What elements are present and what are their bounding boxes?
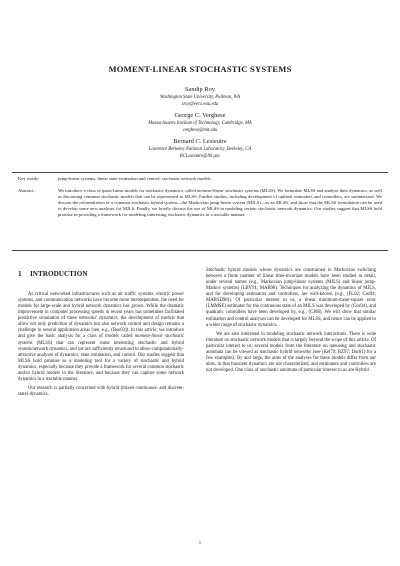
author-affiliation: Massachusetts Institute of Technology, Cambridge, MA	[148, 120, 252, 126]
keywords-label: Key words:	[18, 176, 40, 181]
paragraph-text: As critical networked infrastructures such as air traffic systems, electric power systems, and communication networks have become more interdependent, the need for models for large-scale and hybrid network dynamics has grown. While the dramatic improvement in computer processing speeds in recent years has sometimes facilitated predictive simulation of these networks' dynamics, the development of models that allow not only prediction of dynamics but also network control and design remains a challenge in several application areas (see, e.g., (Bos03)). In this article, we introduce and give the basic analysis for a class of models called	[18, 292, 184, 340]
abstract-text	[58, 188, 382, 218]
paragraph-text: (MLSS) that can represent some interesting stochastic and hybrid system/network dynamics, and yet are sufficiently structured to allow computationally-attractive analyses of dynamics, state estimation, and control. Our studies suggest that MLSS hold promise as a modeling tool for a variety of stochastic and hybrid dynamics, especially because they provide a framework for several common stochastic and/or hybrid models in the literature, and because they can capture some network dynamics in a tractable manner.	[18, 340, 184, 382]
paragraph	[18, 292, 184, 383]
paragraph: Our research is partially concerned with hybrid (mixed continuous- and discrete-state) dynamics.	[18, 386, 184, 398]
section-heading	[18, 270, 88, 278]
divider-top	[12, 172, 388, 173]
author-block-1	[0, 86, 400, 109]
section-title: INTRODUCTION	[30, 270, 88, 278]
keywords-text: jump-linear systems, linear state estimation and control, stochastic network models	[58, 176, 211, 181]
author-affiliation: Lawrence Berkeley National Laboratory, Berkeley, CA	[148, 146, 252, 152]
page-number: 1	[198, 541, 202, 546]
author-name: Bernard C. Lesieutre	[173, 138, 227, 145]
author-email: sroy@eecs.wsu.edu	[181, 102, 219, 108]
paper-title: MOMENT-LINEAR STOCHASTIC SYSTEMS	[108, 64, 292, 74]
paragraph-term: moment-linear stochastic systems	[18, 334, 184, 346]
divider-bottom	[12, 250, 388, 251]
section-number: 1	[18, 270, 22, 278]
paragraph: We are also interested in modeling stochastic network interactions. There is wide literature on stochastic network models that is largely beyond the scope of this article. Of particular interest to us, several models from the literature on queueing and stochastic automata can be viewed as stochastic hybrid networks (see (Kel79; RZ97; Dur81) for a few examples). By and large, the aims of the analyses for these models differ from our aims, in that transient dynamics are not characterized, and estimators and controllers are not developed. One class of stochastic automata of particular interest to us are Hybrid	[206, 331, 376, 374]
abstract-label: Abstract:	[18, 188, 35, 193]
right-column	[206, 268, 376, 377]
author-email: verghese@mit.edu	[182, 128, 218, 134]
abstract-text-part: We introduce a class of quasi-linear models for stochastic dynamics, called	[58, 188, 198, 193]
author-name: Sandip Roy	[184, 86, 215, 93]
author-block-2	[0, 112, 400, 135]
paragraph: Stochastic hybrid models whose dynamics are constrained to Markovian switching between a finite number of linear time-invariant models have been studied in detail, under several names (e.g., Markovian jump-linear systems (MJLS) and linear jump-Markov systems) (LBV91; MAB98). Techniques for analyzing the dynamics of MJLS, and for developing estimators and controllers, are well-known (e.g., (FL02; Cos94; MABSD98)). Of particular interest to us, a linear minimum-mean-square error (LMMSE) estimator for the continuous state of an MJLS was developed by (Cos94), and quadratic controllers have been developed by, e.g., (CJ88). We will show that similar estimation and control analyses can be developed for MLSS, and hence can be applied to a wider range of stochastic dynamics.	[206, 268, 376, 328]
author-name: George C. Verghese	[174, 112, 226, 119]
author-affiliation: Washington State University, Pullman, WA	[160, 94, 240, 100]
abstract-term: moment-linear stochastic systems	[197, 188, 259, 193]
author-block-3	[0, 138, 400, 161]
abstract-text-part: (MLSS). We formulate MLSS and analyze their dynamics, as well as discussing common stochastic models that can be represented as MLSS. Further studies, including development of optimal estimators and controllers, are summarized. We discuss the reformulation of a common stochastic hybrid system—the Markovian jump-linear system (MJLS)—as an MLSS, and show that the MLSS formulation can be used to develop some new analyses for MJLS. Finally, we briefly discuss the use of MLSS in modeling certain stochastic network dynamics. Our studies suggest that MLSS hold promise in providing a framework for modeling interesting stochastic dynamics in a tractable manner.	[58, 188, 382, 217]
author-email: BCLesieutre@lbl.gov	[179, 154, 221, 160]
left-column	[18, 292, 184, 401]
